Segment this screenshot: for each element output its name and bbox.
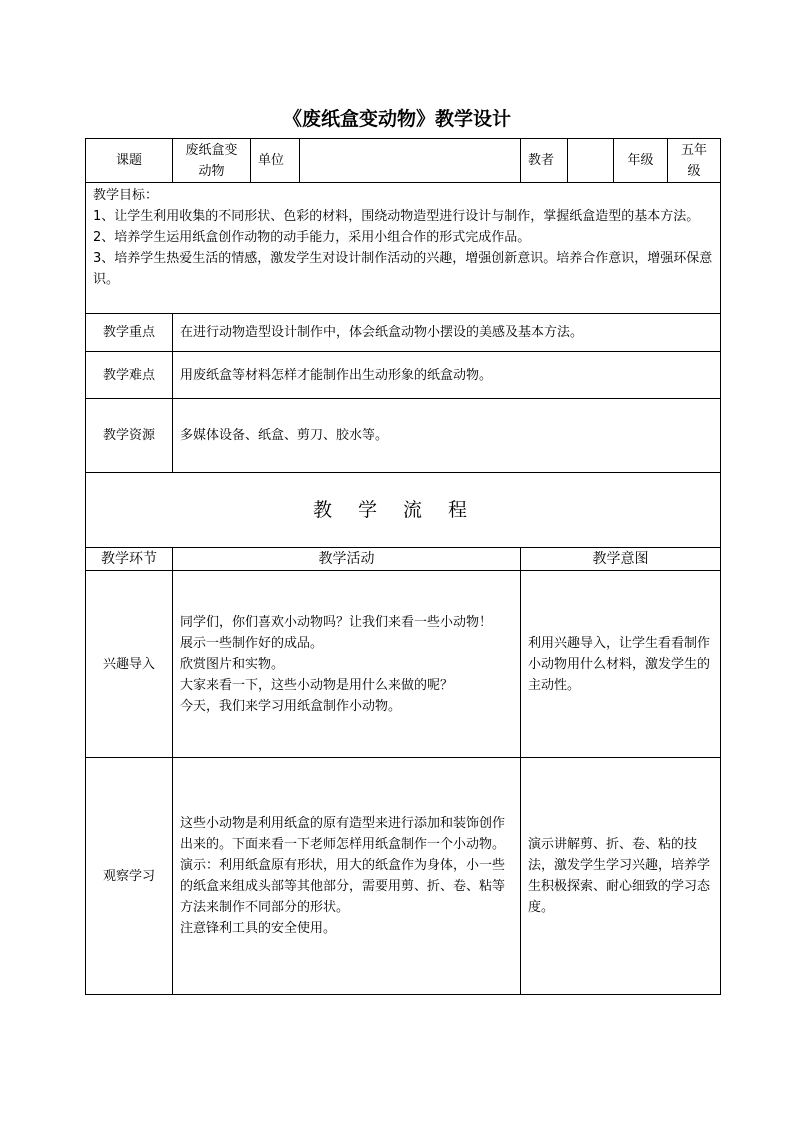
flow-header-intent: 教学意图 [521,548,721,571]
flow-activity [173,758,521,995]
difficulty-row [86,352,721,399]
grade-label: 年级 [614,139,668,183]
key-point-row [86,314,721,352]
activity-line: 展示一些制作好的成品。 [180,635,324,651]
grade-value: 五年级 [668,139,721,183]
difficulty-label: 教学难点 [86,352,173,399]
goal-item: 3、培养学生热爱生活的情感，激发学生对设计制作活动的兴趣，增强创新意识。培养合作意识，增强环保意识。 [93,251,713,287]
document-title: 《废纸盒变动物》教学设计 [282,108,511,130]
table-row [86,758,721,995]
activity-line: 注意锋利工具的安全使用。 [180,921,337,936]
unit-label: 单位 [251,139,300,183]
flow-intent [521,571,721,758]
flow-title-row [86,473,721,548]
goal-item: 2、培养学生运用纸盒创作动物的动手能力，采用小组合作的形式完成作品。 [93,230,531,245]
activity-line: 同学们，你们喜欢小动物吗？让我们来看一些小动物！ [180,614,493,630]
flow-header-stage: 教学环节 [86,548,173,571]
flow-activity [173,571,521,758]
intent-text: 演示讲解剪、折、卷、粘的技法，激发学生学习兴趣，培养学生积极探索、耐心细致的学习态度。 [528,837,711,915]
key-point-value: 在进行动物造型设计制作中，体会纸盒动物小摆设的美感及基本方法。 [173,314,721,352]
flow-stage: 观察学习 [86,758,173,995]
teaching-goals [86,183,721,314]
header-row [86,139,721,183]
activity-line: 欣赏图片和实物。 [180,656,285,672]
flow-stage: 兴趣导入 [86,571,173,758]
goals-title: 教学目标： [93,188,159,203]
activity-line: 大家来看一下，这些小动物是用什么来做的呢？ [180,677,454,693]
key-point-label: 教学重点 [86,314,173,352]
lesson-plan-table [85,138,721,995]
topic-label: 课题 [86,139,173,183]
teacher-value [568,139,614,183]
resources-label: 教学资源 [86,399,173,473]
flow-header-activity: 教学活动 [173,548,521,571]
resources-value: 多媒体设备、纸盒、剪刀、胶水等。 [173,399,721,473]
difficulty-value: 用废纸盒等材料怎样才能制作出生动形象的纸盒动物。 [173,352,721,399]
activity-line: 演示：利用纸盒原有形状，用大的纸盒作为身体，小一些的纸盒来组成头部等其他部分，需要用剪、折、卷、粘等方法来制作不同部分的形状。 [180,858,506,915]
goal-item: 1、让学生利用收集的不同形状、色彩的材料，围绕动物造型进行设计与制作，掌握纸盒造型的基本方法。 [93,209,700,224]
intent-text: 利用兴趣导入，让学生看看制作小动物用什么材料，激发学生的主动性。 [528,635,711,693]
teacher-label: 教者 [521,139,568,183]
topic-value: 废纸盒变动物 [173,139,251,183]
activity-line: 今天，我们来学习用纸盒制作小动物。 [180,698,402,714]
resources-row [86,399,721,473]
activity-line: 这些小动物是利用纸盒的原有造型来进行添加和装饰创作出来的。下面来看一下老师怎样用纸盒制作一个小动物。 [180,816,506,852]
unit-value [300,139,521,183]
goals-row [86,183,721,314]
table-row [86,571,721,758]
flow-header-row [86,548,721,571]
flow-intent [521,758,721,995]
flow-title: 教学流程 [86,473,721,548]
